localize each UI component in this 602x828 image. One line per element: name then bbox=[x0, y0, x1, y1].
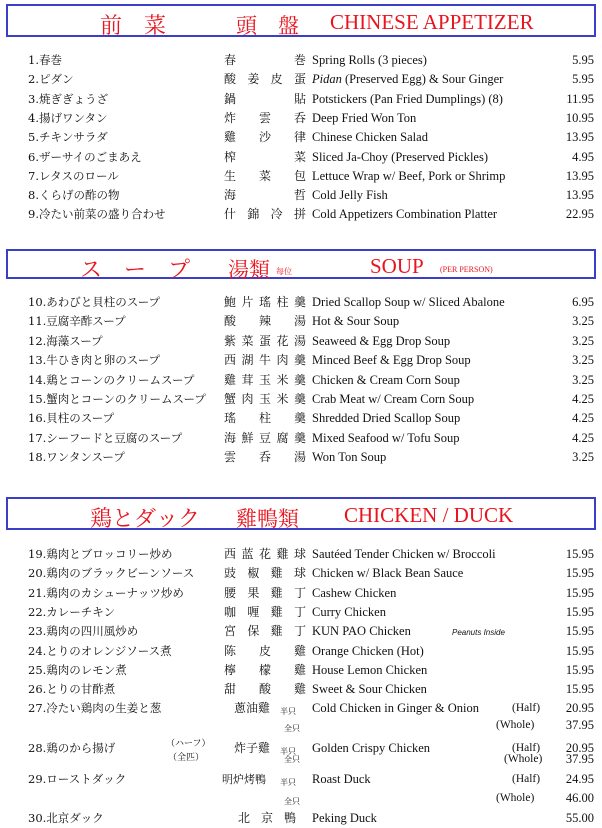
item-en: House Lemon Chicken bbox=[312, 662, 428, 677]
item-price: 15.95 bbox=[565, 604, 594, 619]
item-jp: 13.牛ひき肉と卵のスープ bbox=[28, 353, 161, 368]
item-cn: 蔥油雞 bbox=[234, 701, 271, 715]
item-cn: 春 巻 bbox=[224, 53, 306, 67]
menu-item bbox=[0, 333, 602, 350]
menu-item bbox=[0, 604, 602, 621]
item-en: Won Ton Soup bbox=[312, 450, 387, 465]
item-price: 15.95 bbox=[565, 662, 594, 677]
menu-item bbox=[0, 662, 602, 679]
menu-item-27 bbox=[0, 700, 602, 717]
item-cn: 雞茸玉米羹 bbox=[224, 372, 306, 387]
item-jp: 10.あわびと貝柱のスープ bbox=[28, 295, 161, 309]
item-cn: 宮保雞丁 bbox=[224, 624, 306, 639]
item-half-label: (Half) bbox=[512, 742, 541, 754]
item-price: 15.95 bbox=[565, 624, 594, 639]
item-price: 10.95 bbox=[565, 110, 594, 125]
item-cn: 腰果雞丁 bbox=[224, 585, 306, 600]
item-price-half: 24.95 bbox=[565, 772, 594, 786]
item-cn-half: 半只 bbox=[280, 747, 296, 756]
item-jp: 21.鶏肉のカシューナッツ炒め bbox=[28, 585, 184, 600]
menu-item bbox=[0, 546, 602, 563]
item-price: 22.95 bbox=[565, 207, 594, 222]
item-price: 55.00 bbox=[565, 811, 594, 825]
menu-item bbox=[0, 187, 602, 204]
item-whole-label: (Whole) bbox=[504, 753, 543, 765]
menu-item bbox=[0, 294, 602, 311]
menu-item bbox=[0, 149, 602, 166]
item-price: 3.25 bbox=[572, 372, 594, 387]
item-price: 4.25 bbox=[572, 392, 594, 406]
item-jp: 19.鶏肉とブロッコリー炒め bbox=[28, 547, 173, 561]
menu-item-29-whole bbox=[0, 790, 602, 807]
menu-item bbox=[0, 565, 602, 582]
item-en: Curry Chicken bbox=[312, 604, 386, 619]
item-en: Cashew Chicken bbox=[312, 585, 397, 600]
item-price: 15.95 bbox=[565, 585, 594, 600]
item-en: Deep Fried Won Ton bbox=[312, 110, 417, 125]
item-price: 4.95 bbox=[572, 149, 594, 164]
menu-item-27-whole bbox=[0, 717, 602, 734]
item-price: 5.95 bbox=[572, 72, 594, 87]
item-cn: 咖喱雞丁 bbox=[224, 604, 306, 619]
item-half-label: (Half) bbox=[512, 702, 541, 714]
item-jp: 26.とりの甘酢煮 bbox=[28, 682, 116, 697]
item-price-half: 20.95 bbox=[565, 741, 594, 755]
item-cn: 酸姜皮蛋 bbox=[224, 72, 306, 87]
item-en: Chicken & Cream Corn Soup bbox=[312, 372, 460, 387]
item-cn: 豉椒雞球 bbox=[224, 566, 306, 581]
item-price: 13.95 bbox=[565, 130, 594, 145]
item-price: 3.25 bbox=[572, 353, 594, 368]
menu-item-30 bbox=[0, 810, 602, 827]
soup-header-en: SOUP bbox=[370, 254, 424, 278]
soup-header-jp: ス ー プ bbox=[80, 258, 191, 283]
item-en: Dried Scallop Soup w/ Sliced Abalone bbox=[312, 295, 505, 309]
item-cn: 酸辣湯 bbox=[224, 314, 306, 329]
item-cn-whole: 全只 bbox=[284, 797, 300, 806]
item-jp: 27.冷たい鶏肉の生姜と葱 bbox=[28, 701, 162, 715]
menu-item bbox=[0, 449, 602, 466]
item-jp: 15.蟹肉とコーンのクリームスープ bbox=[28, 392, 206, 406]
item-cn: 什錦冷拼 bbox=[224, 207, 306, 222]
item-cn: 生菜包 bbox=[224, 168, 306, 183]
item-en: Golden Crispy Chicken bbox=[312, 741, 431, 755]
item-whole-label: (Whole) bbox=[496, 792, 535, 804]
menu-item bbox=[0, 681, 602, 698]
menu-item bbox=[0, 129, 602, 146]
item-price: 13.95 bbox=[565, 188, 594, 203]
item-jp-half: （ハーフ） bbox=[166, 739, 211, 749]
item-en: Seaweed & Egg Drop Soup bbox=[312, 333, 451, 348]
item-cn: 檸檬雞 bbox=[224, 662, 306, 677]
item-half-label: (Half) bbox=[512, 773, 541, 785]
item-cn: 蟹肉玉米羹 bbox=[224, 392, 306, 406]
item-price: 3.25 bbox=[572, 333, 594, 348]
item-en: Minced Beef & Egg Drop Soup bbox=[312, 353, 471, 368]
item-price: 4.25 bbox=[572, 430, 594, 445]
item-cn: 甜酸雞 bbox=[224, 682, 306, 697]
menu-item bbox=[0, 430, 602, 447]
item-price-whole: 37.95 bbox=[565, 752, 594, 766]
menu-item bbox=[0, 91, 602, 108]
item-en-italic: Pidan bbox=[312, 72, 342, 87]
menu-item bbox=[0, 623, 602, 640]
item-en: Shredded Dried Scallop Soup bbox=[312, 411, 461, 426]
appetizer-header bbox=[6, 4, 596, 37]
item-en: Lettuce Wrap w/ Beef, Pork or Shrimp bbox=[312, 168, 506, 183]
item-jp: 12.海藻スープ bbox=[28, 333, 103, 348]
item-cn-half: 半只 bbox=[280, 707, 296, 716]
item-price-whole: 37.95 bbox=[565, 718, 594, 732]
item-jp: 28.鶏のから揚げ bbox=[28, 741, 116, 755]
soup-header-en-small: (PER PERSON) bbox=[440, 265, 493, 274]
item-price-half: 20.95 bbox=[565, 701, 594, 715]
item-jp: 30.北京ダック bbox=[28, 811, 104, 825]
menu-item-29 bbox=[0, 771, 602, 788]
item-cn: 鍋 貼 bbox=[224, 91, 306, 106]
item-en: Orange Chicken (Hot) bbox=[312, 643, 424, 658]
item-jp: 25.鶏肉のレモン煮 bbox=[28, 662, 127, 677]
item-en: Peking Duck bbox=[312, 811, 377, 825]
item-en-rest: (Preserved Egg) & Sour Ginger bbox=[341, 72, 504, 87]
item-jp: 4.揚げワンタン bbox=[28, 110, 108, 125]
menu-item bbox=[0, 372, 602, 389]
item-cn: 瑤柱羹 bbox=[224, 411, 306, 426]
item-jp-whole: （全匹） bbox=[168, 753, 205, 763]
item-cn-whole: 全只 bbox=[284, 755, 300, 764]
menu-item bbox=[0, 110, 602, 127]
item-cn: 炸子雞 bbox=[234, 741, 271, 755]
item-price: 15.95 bbox=[565, 643, 594, 658]
item-cn: 鮑片瑤柱羹 bbox=[224, 295, 306, 309]
item-jp: 7.レタスのロール bbox=[28, 168, 119, 183]
item-cn: 雞沙律 bbox=[224, 130, 306, 145]
menu-item-28-whole bbox=[0, 753, 602, 766]
item-price: 3.25 bbox=[572, 450, 594, 465]
item-en: Chicken w/ Black Bean Sauce bbox=[312, 566, 464, 581]
item-jp: 20.鶏肉のブラックビーンソース bbox=[28, 566, 195, 581]
chicken-header-en: CHICKEN / DUCK bbox=[344, 503, 514, 527]
item-en: Spring Rolls (3 pieces) bbox=[312, 53, 427, 67]
item-en: Sautéed Tender Chicken w/ Broccoli bbox=[312, 547, 496, 561]
item-price: 11.95 bbox=[566, 91, 594, 106]
item-cn: 西湖牛肉羹 bbox=[224, 353, 306, 368]
appetizer-header-cn: 頭 盤 bbox=[236, 14, 299, 38]
menu-item bbox=[0, 391, 602, 408]
item-cn: 榨 菜 bbox=[224, 149, 306, 164]
item-whole-label: (Whole) bbox=[496, 719, 535, 731]
item-jp: 1.春巻 bbox=[28, 53, 62, 67]
item-price: 4.25 bbox=[572, 411, 594, 426]
item-jp: 6.ザーサイのごまあえ bbox=[28, 149, 142, 164]
chicken-header bbox=[6, 497, 596, 530]
item-en: Crab Meat w/ Cream Corn Soup bbox=[312, 392, 475, 406]
menu-item bbox=[0, 206, 602, 223]
chicken-header-cn: 雞鴨類 bbox=[236, 507, 299, 531]
item-cn-whole: 全只 bbox=[284, 724, 300, 733]
item-jp: 24.とりのオレンジソース煮 bbox=[28, 643, 172, 658]
item-note: Peanuts Inside bbox=[452, 628, 505, 638]
item-price: 13.95 bbox=[565, 168, 594, 183]
item-jp: 2.ピダン bbox=[28, 72, 74, 87]
menu-item bbox=[0, 313, 602, 330]
item-jp: 18.ワンタンスープ bbox=[28, 450, 125, 465]
item-jp: 29.ローストダック bbox=[28, 772, 127, 786]
menu-item bbox=[0, 352, 602, 369]
item-cn: 紫菜蛋花湯 bbox=[224, 333, 306, 348]
appetizer-header-en: CHINESE APPETIZER bbox=[330, 10, 534, 34]
item-cn: 海鮮豆腐羹 bbox=[224, 430, 306, 445]
item-en: Potstickers (Pan Fried Dumplings) (8) bbox=[312, 91, 503, 106]
soup-header-cn: 湯類 bbox=[228, 258, 270, 282]
item-en: Cold Jelly Fish bbox=[312, 188, 388, 203]
item-price: 6.95 bbox=[572, 295, 594, 309]
item-jp: 23.鶏肉の四川風炒め bbox=[28, 624, 139, 639]
item-jp: 14.鶏とコーンのクリームスープ bbox=[28, 372, 195, 387]
item-price: 3.25 bbox=[572, 314, 594, 329]
item-cn: 北京鴨 bbox=[238, 811, 296, 825]
item-cn: 陈皮雞 bbox=[224, 643, 306, 658]
item-en: Cold Chicken in Ginger & Onion bbox=[312, 701, 479, 715]
item-price: 15.95 bbox=[565, 566, 594, 581]
item-jp: 16.貝柱のスープ bbox=[28, 411, 115, 426]
chicken-header-jp: 鶏とダック bbox=[90, 507, 201, 532]
menu-item bbox=[0, 410, 602, 427]
item-jp: 8.くらげの酢の物 bbox=[28, 188, 120, 203]
item-cn: 雲呑湯 bbox=[224, 450, 306, 465]
item-jp: 11.豆腐辛酢スープ bbox=[28, 314, 126, 329]
item-en: Sliced Ja-Choy (Preserved Pickles) bbox=[312, 149, 489, 164]
item-jp: 9.冷たい前菜の盛り合わせ bbox=[28, 207, 166, 222]
item-en: Mixed Seafood w/ Tofu Soup bbox=[312, 430, 460, 445]
item-cn: 明炉烤鴨 bbox=[222, 773, 266, 786]
item-price: 15.95 bbox=[565, 682, 594, 697]
menu-item bbox=[0, 168, 602, 185]
menu-item bbox=[0, 52, 602, 69]
item-cn: 西蓝花雞球 bbox=[224, 547, 306, 561]
soup-header-cn-small: 每位 bbox=[276, 267, 292, 276]
item-en: Cold Appetizers Combination Platter bbox=[312, 207, 498, 222]
menu-item bbox=[0, 585, 602, 602]
item-en: KUN PAO Chicken bbox=[312, 624, 411, 639]
item-en: Roast Duck bbox=[312, 772, 371, 786]
item-cn-half: 半只 bbox=[280, 778, 296, 787]
item-jp: 3.焼ぎぎょうざ bbox=[28, 91, 108, 106]
item-jp: 17.シーフードと豆腐のスープ bbox=[28, 430, 183, 445]
item-jp: 22.カレーチキン bbox=[28, 604, 116, 619]
item-en bbox=[312, 71, 503, 88]
item-en: Hot & Sour Soup bbox=[312, 314, 400, 329]
item-jp: 5.チキンサラダ bbox=[28, 130, 108, 145]
menu-item bbox=[0, 71, 602, 88]
item-price-whole: 46.00 bbox=[565, 791, 594, 805]
item-en: Sweet & Sour Chicken bbox=[312, 682, 427, 697]
item-cn: 海 哲 bbox=[224, 188, 306, 203]
item-price: 15.95 bbox=[565, 547, 594, 561]
item-en: Chinese Chicken Salad bbox=[312, 130, 428, 145]
appetizer-header-jp: 前 菜 bbox=[100, 14, 167, 39]
menu-item bbox=[0, 643, 602, 660]
item-cn: 炸雲呑 bbox=[224, 110, 306, 125]
item-price: 5.95 bbox=[572, 53, 594, 67]
soup-header bbox=[6, 249, 596, 283]
